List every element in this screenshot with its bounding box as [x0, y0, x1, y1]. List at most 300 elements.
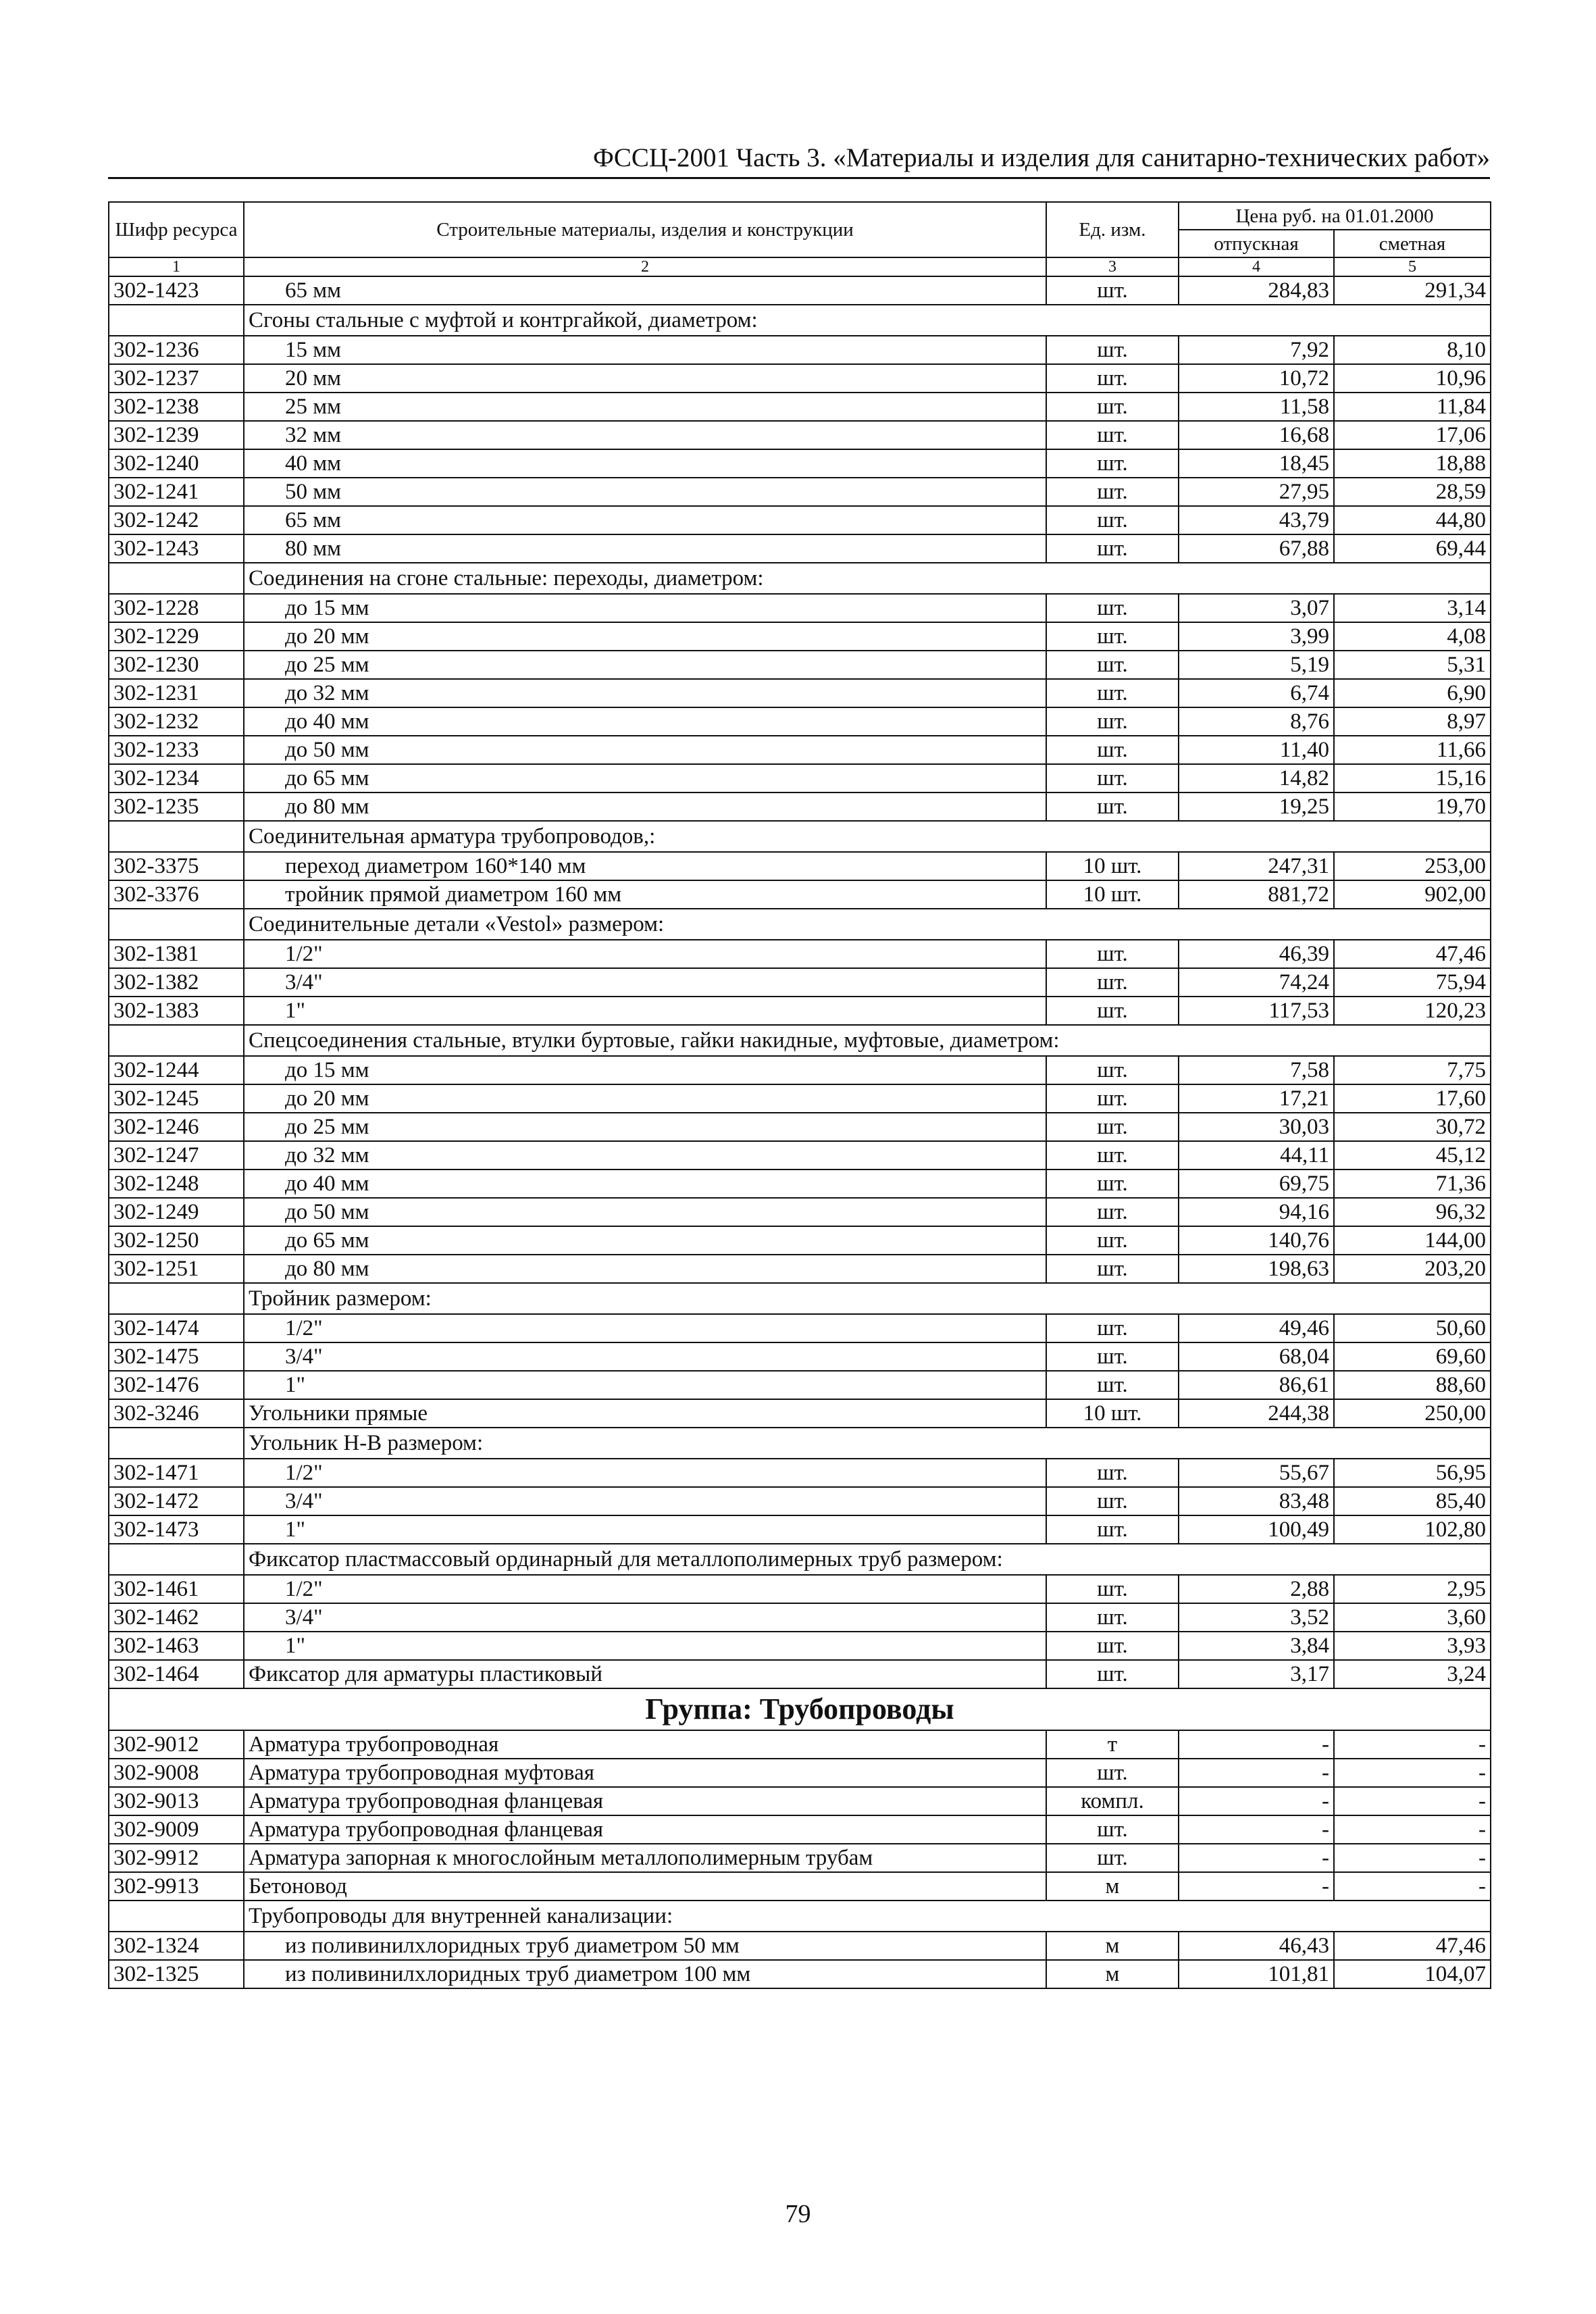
item-name: 65 мм: [244, 276, 1046, 305]
resource-code: 302-9009: [109, 1815, 244, 1844]
table-row: [109, 1169, 1491, 1198]
resource-code: 302-1250: [109, 1226, 244, 1255]
col-number-5: 5: [1334, 257, 1491, 276]
estimate-price: 47,46: [1334, 940, 1491, 968]
table-row: [109, 940, 1491, 968]
release-price: 46,43: [1179, 1932, 1334, 1960]
unit-of-measure: шт.: [1046, 1342, 1179, 1371]
table-row: [109, 1960, 1491, 1988]
item-name: 80 мм: [244, 534, 1046, 563]
release-price: -: [1179, 1730, 1334, 1759]
table-row: [109, 1342, 1491, 1371]
release-price: 3,07: [1179, 594, 1334, 622]
resource-code: 302-9913: [109, 1872, 244, 1901]
resource-code: 302-1228: [109, 594, 244, 622]
table-row: [109, 1371, 1491, 1399]
col-header-estimate: сметная: [1334, 230, 1491, 257]
item-name: до 40 мм: [244, 1169, 1046, 1198]
resource-code: 302-1235: [109, 793, 244, 821]
estimate-price: 44,80: [1334, 506, 1491, 534]
item-name: 40 мм: [244, 449, 1046, 478]
resource-code: 302-1238: [109, 393, 244, 421]
release-price: 30,03: [1179, 1113, 1334, 1141]
estimate-price: -: [1334, 1759, 1491, 1787]
resource-code: 302-1230: [109, 651, 244, 679]
resource-code: 302-1232: [109, 707, 244, 736]
item-name: 1/2": [244, 1459, 1046, 1487]
item-name: до 50 мм: [244, 736, 1046, 764]
unit-of-measure: шт.: [1046, 997, 1179, 1025]
resource-code: 302-1471: [109, 1459, 244, 1487]
table-row: [109, 1815, 1491, 1844]
estimate-price: 4,08: [1334, 622, 1491, 651]
unit-of-measure: шт.: [1046, 707, 1179, 736]
item-name: Арматура трубопроводная фланцевая: [244, 1815, 1046, 1844]
item-name: Арматура трубопроводная: [244, 1730, 1046, 1759]
release-price: -: [1179, 1872, 1334, 1901]
resource-code: 302-1462: [109, 1603, 244, 1632]
release-price: 100,49: [1179, 1515, 1334, 1544]
release-price: 10,72: [1179, 364, 1334, 393]
resource-code: 302-1324: [109, 1932, 244, 1960]
release-price: 284,83: [1179, 276, 1334, 305]
unit-of-measure: шт.: [1046, 1169, 1179, 1198]
resource-code: 302-1248: [109, 1169, 244, 1198]
estimate-price: 7,75: [1334, 1056, 1491, 1084]
unit-of-measure: шт.: [1046, 1056, 1179, 1084]
section-title: Соединительная арматура трубопроводов,:: [244, 821, 1491, 852]
estimate-price: 28,59: [1334, 478, 1491, 506]
estimate-price: 3,93: [1334, 1632, 1491, 1660]
group-row: [109, 1688, 1491, 1730]
section-code-cell: [109, 563, 244, 594]
resource-code: 302-1242: [109, 506, 244, 534]
item-name: Бетоновод: [244, 1872, 1046, 1901]
release-price: 244,38: [1179, 1399, 1334, 1428]
resource-code: 302-1464: [109, 1660, 244, 1688]
item-name: Арматура трубопроводная фланцевая: [244, 1787, 1046, 1815]
resource-code: 302-1246: [109, 1113, 244, 1141]
section-title: Фиксатор пластмассовый ординарный для металлополимерных труб размером:: [244, 1544, 1491, 1575]
release-price: 3,99: [1179, 622, 1334, 651]
item-name: из поливинилхлоридных труб диаметром 100 мм: [244, 1960, 1046, 1988]
release-price: 8,76: [1179, 707, 1334, 736]
table-row: [109, 506, 1491, 534]
table-body: [109, 276, 1491, 1988]
group-title: Группа: Трубопроводы: [109, 1688, 1491, 1730]
item-name: 65 мм: [244, 506, 1046, 534]
section-row: [109, 909, 1491, 940]
item-name: до 50 мм: [244, 1198, 1046, 1226]
unit-of-measure: м: [1046, 1872, 1179, 1901]
estimate-price: 250,00: [1334, 1399, 1491, 1428]
item-name: Угольники прямые: [244, 1399, 1046, 1428]
col-number-3: 3: [1046, 257, 1179, 276]
table-row: [109, 1660, 1491, 1688]
item-name: Фиксатор для арматуры пластиковый: [244, 1660, 1046, 1688]
release-price: 3,17: [1179, 1660, 1334, 1688]
unit-of-measure: шт.: [1046, 1226, 1179, 1255]
unit-of-measure: шт.: [1046, 793, 1179, 821]
release-price: 3,52: [1179, 1603, 1334, 1632]
resource-code: 302-1245: [109, 1084, 244, 1113]
table-row: [109, 736, 1491, 764]
estimate-price: 85,40: [1334, 1487, 1491, 1515]
release-price: 14,82: [1179, 764, 1334, 793]
estimate-price: 69,60: [1334, 1342, 1491, 1371]
section-code-cell: [109, 1901, 244, 1932]
resource-code: 302-1243: [109, 534, 244, 563]
table-row: [109, 534, 1491, 563]
col-number-4: 4: [1179, 257, 1334, 276]
item-name: 50 мм: [244, 478, 1046, 506]
resource-code: 302-1231: [109, 679, 244, 707]
col-header-code: Шифр ресурса: [109, 202, 244, 257]
release-price: 55,67: [1179, 1459, 1334, 1487]
item-name: 1/2": [244, 1575, 1046, 1603]
unit-of-measure: шт.: [1046, 651, 1179, 679]
unit-of-measure: шт.: [1046, 1660, 1179, 1688]
table-row: [109, 1787, 1491, 1815]
release-price: 6,74: [1179, 679, 1334, 707]
item-name: 1": [244, 1632, 1046, 1660]
table-row: [109, 1759, 1491, 1787]
estimate-price: 8,10: [1334, 336, 1491, 364]
release-price: -: [1179, 1759, 1334, 1787]
unit-of-measure: шт.: [1046, 1314, 1179, 1342]
release-price: -: [1179, 1787, 1334, 1815]
section-row: [109, 305, 1491, 336]
unit-of-measure: шт.: [1046, 276, 1179, 305]
estimate-price: 11,84: [1334, 393, 1491, 421]
resource-code: 302-1240: [109, 449, 244, 478]
release-price: 11,58: [1179, 393, 1334, 421]
estimate-price: 71,36: [1334, 1169, 1491, 1198]
unit-of-measure: шт.: [1046, 968, 1179, 997]
table-row: [109, 364, 1491, 393]
unit-of-measure: шт.: [1046, 594, 1179, 622]
unit-of-measure: шт.: [1046, 736, 1179, 764]
table-row: [109, 764, 1491, 793]
resource-code: 302-3376: [109, 880, 244, 909]
estimate-price: 3,24: [1334, 1660, 1491, 1688]
item-name: 3/4": [244, 1487, 1046, 1515]
estimate-price: 11,66: [1334, 736, 1491, 764]
table-row: [109, 880, 1491, 909]
table-row: [109, 1632, 1491, 1660]
estimate-price: 291,34: [1334, 276, 1491, 305]
col-header-release: отпускная: [1179, 230, 1334, 257]
estimate-price: 5,31: [1334, 651, 1491, 679]
item-name: 3/4": [244, 1342, 1046, 1371]
unit-of-measure: шт.: [1046, 1084, 1179, 1113]
resource-code: 302-9012: [109, 1730, 244, 1759]
unit-of-measure: шт.: [1046, 1113, 1179, 1141]
release-price: 2,88: [1179, 1575, 1334, 1603]
estimate-price: 17,06: [1334, 421, 1491, 449]
unit-of-measure: компл.: [1046, 1787, 1179, 1815]
release-price: 11,40: [1179, 736, 1334, 764]
resource-code: 302-1247: [109, 1141, 244, 1169]
unit-of-measure: шт.: [1046, 1632, 1179, 1660]
col-number-1: 1: [109, 257, 244, 276]
estimate-price: 253,00: [1334, 852, 1491, 880]
unit-of-measure: 10 шт.: [1046, 880, 1179, 909]
estimate-price: 69,44: [1334, 534, 1491, 563]
item-name: 1": [244, 997, 1046, 1025]
estimate-price: 45,12: [1334, 1141, 1491, 1169]
estimate-price: 19,70: [1334, 793, 1491, 821]
section-code-cell: [109, 821, 244, 852]
section-row: [109, 563, 1491, 594]
estimate-price: 30,72: [1334, 1113, 1491, 1141]
release-price: -: [1179, 1844, 1334, 1872]
page-header: ФССЦ-2001 Часть 3. «Материалы и изделия для санитарно-технических работ»: [108, 139, 1490, 179]
release-price: 140,76: [1179, 1226, 1334, 1255]
unit-of-measure: шт.: [1046, 622, 1179, 651]
estimate-price: -: [1334, 1815, 1491, 1844]
item-name: до 25 мм: [244, 1113, 1046, 1141]
estimate-price: 203,20: [1334, 1255, 1491, 1283]
unit-of-measure: т: [1046, 1730, 1179, 1759]
unit-of-measure: шт.: [1046, 1459, 1179, 1487]
resource-code: 302-1474: [109, 1314, 244, 1342]
estimate-price: 75,94: [1334, 968, 1491, 997]
resource-code: 302-9912: [109, 1844, 244, 1872]
release-price: 43,79: [1179, 506, 1334, 534]
release-price: 94,16: [1179, 1198, 1334, 1226]
estimate-price: 120,23: [1334, 997, 1491, 1025]
estimate-price: -: [1334, 1872, 1491, 1901]
table-row: [109, 1198, 1491, 1226]
table-row: [109, 1056, 1491, 1084]
item-name: Арматура запорная к многослойным металлополимерным трубам: [244, 1844, 1046, 1872]
estimate-price: 3,60: [1334, 1603, 1491, 1632]
item-name: до 80 мм: [244, 793, 1046, 821]
unit-of-measure: 10 шт.: [1046, 1399, 1179, 1428]
estimate-price: 2,95: [1334, 1575, 1491, 1603]
section-code-cell: [109, 1544, 244, 1575]
section-code-cell: [109, 1283, 244, 1314]
table-row: [109, 1226, 1491, 1255]
table-row: [109, 393, 1491, 421]
item-name: до 32 мм: [244, 679, 1046, 707]
item-name: до 80 мм: [244, 1255, 1046, 1283]
estimate-price: 10,96: [1334, 364, 1491, 393]
item-name: из поливинилхлоридных труб диаметром 50 мм: [244, 1932, 1046, 1960]
release-price: 74,24: [1179, 968, 1334, 997]
item-name: до 65 мм: [244, 764, 1046, 793]
section-row: [109, 1901, 1491, 1932]
table-row: [109, 997, 1491, 1025]
item-name: 32 мм: [244, 421, 1046, 449]
item-name: 1/2": [244, 1314, 1046, 1342]
table-row: [109, 1844, 1491, 1872]
unit-of-measure: шт.: [1046, 1759, 1179, 1787]
item-name: 25 мм: [244, 393, 1046, 421]
estimate-price: 902,00: [1334, 880, 1491, 909]
table-row: [109, 622, 1491, 651]
table-row: [109, 478, 1491, 506]
estimate-price: 8,97: [1334, 707, 1491, 736]
resource-code: 302-9008: [109, 1759, 244, 1787]
resource-code: 302-1241: [109, 478, 244, 506]
estimate-price: 18,88: [1334, 449, 1491, 478]
unit-of-measure: шт.: [1046, 1575, 1179, 1603]
table-row: [109, 1141, 1491, 1169]
col-number-2: 2: [244, 257, 1046, 276]
table-row: [109, 1255, 1491, 1283]
table-row: [109, 1603, 1491, 1632]
section-title: Трубопроводы для внутренней канализации:: [244, 1901, 1491, 1932]
unit-of-measure: шт.: [1046, 1844, 1179, 1872]
section-code-cell: [109, 305, 244, 336]
col-header-price: Цена руб. на 01.01.2000: [1179, 202, 1491, 230]
table-row: [109, 651, 1491, 679]
resource-code: 302-1249: [109, 1198, 244, 1226]
section-row: [109, 1025, 1491, 1056]
table-row: [109, 852, 1491, 880]
unit-of-measure: 10 шт.: [1046, 852, 1179, 880]
table-row: [109, 1932, 1491, 1960]
table-row: [109, 707, 1491, 736]
resource-code: 302-1473: [109, 1515, 244, 1544]
release-price: 69,75: [1179, 1169, 1334, 1198]
section-title: Соединительные детали «Vestol» размером:: [244, 909, 1491, 940]
unit-of-measure: шт.: [1046, 1515, 1179, 1544]
release-price: 101,81: [1179, 1960, 1334, 1988]
release-price: 86,61: [1179, 1371, 1334, 1399]
item-name: до 15 мм: [244, 594, 1046, 622]
unit-of-measure: шт.: [1046, 393, 1179, 421]
table-row: [109, 679, 1491, 707]
unit-of-measure: шт.: [1046, 336, 1179, 364]
estimate-price: 17,60: [1334, 1084, 1491, 1113]
unit-of-measure: шт.: [1046, 1815, 1179, 1844]
table-row: [109, 1575, 1491, 1603]
section-title: Спецсоединения стальные, втулки буртовые, гайки накидные, муфтовые, диаметром:: [244, 1025, 1491, 1056]
release-price: 3,84: [1179, 1632, 1334, 1660]
page-number: 79: [785, 2200, 811, 2228]
table-row: [109, 1515, 1491, 1544]
resource-code: 302-1475: [109, 1342, 244, 1371]
unit-of-measure: шт.: [1046, 1603, 1179, 1632]
table-row: [109, 449, 1491, 478]
section-row: [109, 1428, 1491, 1459]
resource-code: 302-1383: [109, 997, 244, 1025]
item-name: 1": [244, 1515, 1046, 1544]
resource-code: 302-1244: [109, 1056, 244, 1084]
resource-code: 302-3375: [109, 852, 244, 880]
table-row: [109, 968, 1491, 997]
release-price: 68,04: [1179, 1342, 1334, 1371]
item-name: 15 мм: [244, 336, 1046, 364]
section-row: [109, 1544, 1491, 1575]
price-table: [108, 201, 1491, 1989]
release-price: 7,92: [1179, 336, 1334, 364]
resource-code: 302-9013: [109, 1787, 244, 1815]
section-code-cell: [109, 909, 244, 940]
table-row: [109, 1314, 1491, 1342]
table-row: [109, 1399, 1491, 1428]
unit-of-measure: шт.: [1046, 679, 1179, 707]
unit-of-measure: шт.: [1046, 1255, 1179, 1283]
estimate-price: 144,00: [1334, 1226, 1491, 1255]
release-price: 17,21: [1179, 1084, 1334, 1113]
item-name: до 20 мм: [244, 622, 1046, 651]
unit-of-measure: шт.: [1046, 449, 1179, 478]
section-row: [109, 821, 1491, 852]
item-name: до 20 мм: [244, 1084, 1046, 1113]
item-name: до 15 мм: [244, 1056, 1046, 1084]
section-title: Угольник Н-В размером:: [244, 1428, 1491, 1459]
unit-of-measure: шт.: [1046, 1141, 1179, 1169]
unit-of-measure: шт.: [1046, 1198, 1179, 1226]
table-row: [109, 1872, 1491, 1901]
unit-of-measure: шт.: [1046, 1487, 1179, 1515]
item-name: Арматура трубопроводная муфтовая: [244, 1759, 1046, 1787]
estimate-price: 3,14: [1334, 594, 1491, 622]
item-name: 3/4": [244, 968, 1046, 997]
release-price: 49,46: [1179, 1314, 1334, 1342]
unit-of-measure: шт.: [1046, 764, 1179, 793]
unit-of-measure: шт.: [1046, 506, 1179, 534]
release-price: 27,95: [1179, 478, 1334, 506]
release-price: 19,25: [1179, 793, 1334, 821]
item-name: до 65 мм: [244, 1226, 1046, 1255]
release-price: 881,72: [1179, 880, 1334, 909]
estimate-price: -: [1334, 1787, 1491, 1815]
unit-of-measure: шт.: [1046, 364, 1179, 393]
release-price: 83,48: [1179, 1487, 1334, 1515]
release-price: 16,68: [1179, 421, 1334, 449]
estimate-price: 56,95: [1334, 1459, 1491, 1487]
estimate-price: 88,60: [1334, 1371, 1491, 1399]
resource-code: 302-1236: [109, 336, 244, 364]
table-row: [109, 1459, 1491, 1487]
release-price: 198,63: [1179, 1255, 1334, 1283]
resource-code: 302-1476: [109, 1371, 244, 1399]
table-row: [109, 421, 1491, 449]
resource-code: 302-1251: [109, 1255, 244, 1283]
section-title: Сгоны стальные с муфтой и контргайкой, диаметром:: [244, 305, 1491, 336]
item-name: переход диаметром 160*140 мм: [244, 852, 1046, 880]
estimate-price: 47,46: [1334, 1932, 1491, 1960]
resource-code: 302-1423: [109, 276, 244, 305]
section-row: [109, 1283, 1491, 1314]
resource-code: 302-1463: [109, 1632, 244, 1660]
resource-code: 302-1239: [109, 421, 244, 449]
item-name: 1/2": [244, 940, 1046, 968]
unit-of-measure: шт.: [1046, 1371, 1179, 1399]
release-price: -: [1179, 1815, 1334, 1844]
table-row: [109, 276, 1491, 305]
unit-of-measure: шт.: [1046, 478, 1179, 506]
resource-code: 302-1381: [109, 940, 244, 968]
resource-code: 302-1234: [109, 764, 244, 793]
item-name: до 32 мм: [244, 1141, 1046, 1169]
section-code-cell: [109, 1428, 244, 1459]
table-row: [109, 1730, 1491, 1759]
resource-code: 302-1382: [109, 968, 244, 997]
release-price: 44,11: [1179, 1141, 1334, 1169]
estimate-price: 104,07: [1334, 1960, 1491, 1988]
item-name: 3/4": [244, 1603, 1046, 1632]
release-price: 5,19: [1179, 651, 1334, 679]
release-price: 46,39: [1179, 940, 1334, 968]
col-header-unit: Ед. изм.: [1046, 202, 1179, 257]
estimate-price: -: [1334, 1844, 1491, 1872]
